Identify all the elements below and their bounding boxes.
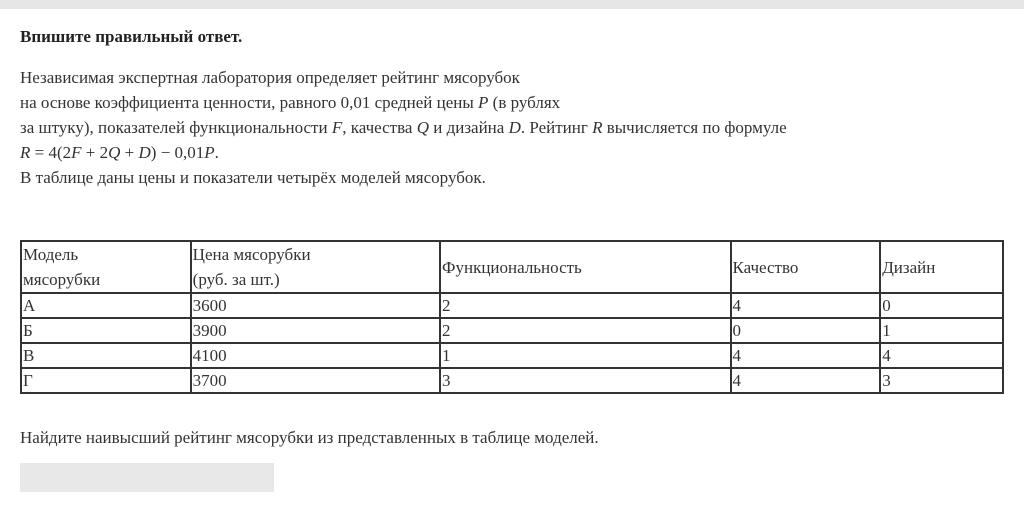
rating-formula: R = 4(2F + 2Q + D) − 0,01P. xyxy=(20,143,219,162)
cell-price: 3600 xyxy=(191,293,440,318)
table-header-row xyxy=(21,241,1003,293)
cell-price: 3900 xyxy=(191,318,440,343)
cell-functionality: 3 xyxy=(440,368,730,393)
problem-line-1: Независимая экспертная лаборатория определяет рейтинг мясорубок xyxy=(20,68,520,87)
answer-input[interactable] xyxy=(20,463,274,492)
cell-quality: 0 xyxy=(731,318,881,343)
cell-design: 3 xyxy=(880,368,1003,393)
cell-quality: 4 xyxy=(731,343,881,368)
header-model: Модель мясорубки xyxy=(21,241,191,293)
header-design: Дизайн xyxy=(880,241,1003,293)
cell-functionality: 2 xyxy=(440,293,730,318)
cell-design: 0 xyxy=(880,293,1003,318)
cell-design: 1 xyxy=(880,318,1003,343)
problem-line-2: на основе коэффициента ценности, равного 0,01 средней цены P (в рублях xyxy=(20,93,561,112)
cell-model: В xyxy=(21,343,191,368)
task-instruction: Впишите правильный ответ. xyxy=(20,27,243,46)
cell-model: Г xyxy=(21,368,191,393)
table-row xyxy=(21,368,1003,393)
cell-functionality: 2 xyxy=(440,318,730,343)
top-bar xyxy=(0,0,1024,9)
problem-line-5: В таблице даны цены и показатели четырёх моделей мясорубок. xyxy=(20,168,486,187)
cell-functionality: 1 xyxy=(440,343,730,368)
cell-model: Б xyxy=(21,318,191,343)
cell-design: 4 xyxy=(880,343,1003,368)
cell-price: 4100 xyxy=(191,343,440,368)
cell-model: А xyxy=(21,293,191,318)
problem-line-3: за штуку), показателей функциональности F, качества Q и дизайна D. Рейтинг R вычисляется по формуле xyxy=(20,118,787,137)
header-functionality: Функциональность xyxy=(440,241,730,293)
cell-quality: 4 xyxy=(731,293,881,318)
table-row xyxy=(21,293,1003,318)
cell-price: 3700 xyxy=(191,368,440,393)
header-price: Цена мясорубки (руб. за шт.) xyxy=(191,241,440,293)
cell-quality: 4 xyxy=(731,368,881,393)
models-table xyxy=(20,240,1004,394)
table-row xyxy=(21,343,1003,368)
question-text: Найдите наивысший рейтинг мясорубки из представленных в таблице моделей. xyxy=(20,428,599,447)
table-row xyxy=(21,318,1003,343)
header-quality: Качество xyxy=(731,241,881,293)
problem-text xyxy=(20,65,1010,190)
